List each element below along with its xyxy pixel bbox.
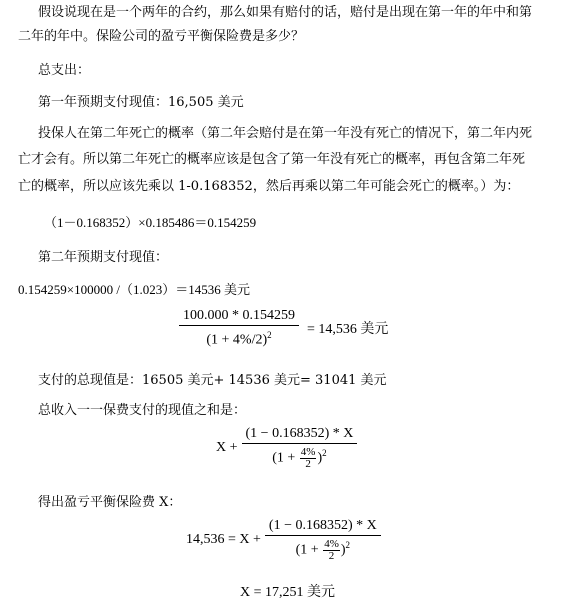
breakeven-exponent: 2 [345, 540, 351, 550]
fraction-bar [265, 535, 381, 536]
year2-fraction [179, 308, 299, 349]
breakeven-answer: X = 17,251 美元 [240, 585, 336, 600]
year2-numerator: 100.000 * 0.154259 [183, 308, 295, 323]
breakeven-equation [186, 518, 385, 562]
outflow-heading: 总支出： [38, 63, 91, 78]
breakeven-denominator: (1 + $\frac{4\%}{2}$ )$^2$ [295, 537, 351, 562]
breakeven-fraction [265, 518, 381, 562]
question-line-1: 假设说现在是一个两年的合约，那么如果有赔付的话，赔付是出现在第一年的年中和第 [38, 5, 533, 20]
inflow-fraction [242, 426, 358, 470]
year2-denominator: $(1 + 4\%/2)^2$ [206, 330, 272, 348]
breakeven-lhs: 14,536 = X + [186, 531, 261, 547]
inflow-equation [216, 426, 361, 470]
year1-present-value: 第一年预期支付现值：16,505 美元 [38, 95, 244, 110]
year2-equation [175, 308, 388, 349]
question-line-2: 二年的年中。保险公司的盈亏平衡保险费是多少？ [18, 29, 305, 44]
breakeven-heading: 得出盈亏平衡保险费 X： [38, 495, 182, 510]
inflow-prefix: X + [216, 439, 238, 455]
year2-calculation: 0.154259×100000 /（1.023）＝14536 美元 [18, 282, 250, 297]
inflow-numerator: (1 − 0.168352) * X [245, 426, 354, 441]
probability-explanation-line-1: 投保人在第二年死亡的概率（第二年会赔付是在第一年没有死亡的情况下，第二年内死 [38, 126, 533, 141]
inflow-rate-fraction: $\frac{4\%}{2}$ [300, 445, 316, 470]
inflow-heading: 总收入一一保费支付的现值之和是： [38, 403, 247, 418]
probability-explanation-line-2: 亡才会有。所以第二年死亡的概率应该是包含了第一年没有死亡的概率，再包含第二年死 [18, 152, 526, 167]
inflow-denominator: (1 + $\frac{4\%}{2}$ )$^2$ [272, 445, 327, 470]
breakeven-numerator: (1 − 0.168352) * X [268, 518, 377, 533]
year2-result: = 14,536 美元 [307, 322, 389, 338]
fraction-bar [179, 325, 299, 326]
year2-heading: 第二年预期支付现值： [38, 250, 169, 265]
probability-calculation: （1－0.168352）×0.185486＝0.154259 [44, 215, 257, 230]
fraction-bar [242, 443, 358, 444]
total-outflow: 支付的总现值是：16505 美元+ 14536 美元= 31041 美元 [38, 373, 387, 388]
year2-exponent: 2 [267, 330, 272, 340]
breakeven-rate-fraction: $\frac{4\%}{2}$ [324, 537, 339, 562]
probability-explanation-line-3: 亡的概率，所以应该先乘以 1-0.168352，然后再乘以第二年可能会死亡的概率。）为： [18, 179, 520, 194]
inflow-exponent: 2 [322, 448, 327, 458]
